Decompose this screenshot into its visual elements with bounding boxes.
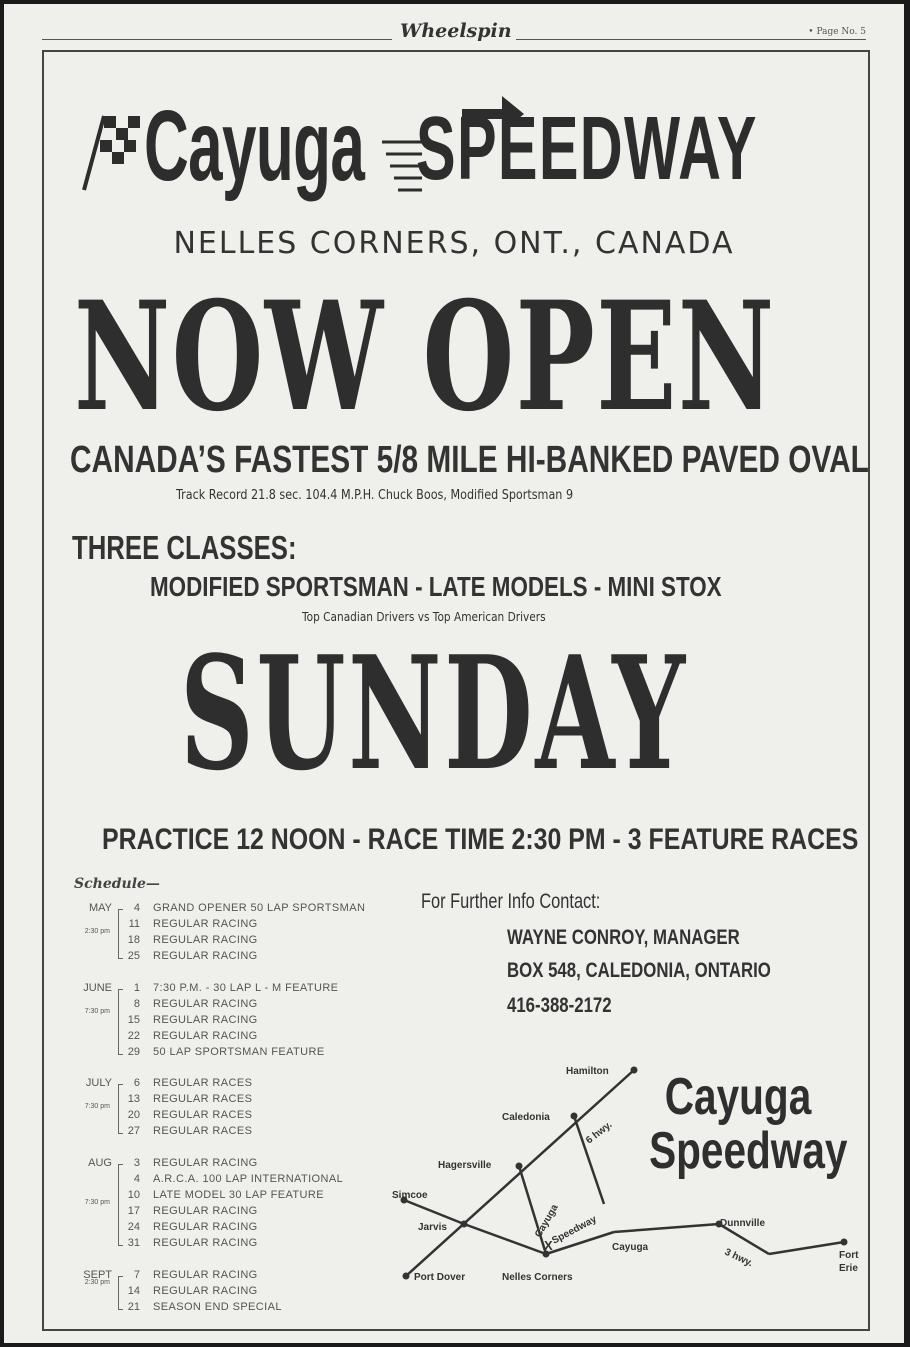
newspaper-page: [4, 4, 904, 1343]
schedule-event: REGULAR RACING: [153, 1221, 258, 1233]
schedule-day: 4: [133, 1173, 140, 1185]
schedule-event: REGULAR RACING: [153, 1285, 258, 1297]
headline-sunday: SUNDAY: [180, 622, 688, 805]
map-title-line2: Speedway: [649, 1122, 848, 1180]
track-record: Track Record 21.8 sec. 104.4 M.P.H. Chuck Boos, Modified Sportsman 9: [176, 488, 574, 503]
schedule-time: 7:30 pm: [84, 1008, 110, 1015]
schedule-day: 17: [127, 1205, 140, 1217]
logo-speedway: SPEEDWAY: [416, 99, 758, 199]
schedule-month: SEPT: [83, 1269, 112, 1281]
schedule-day: 24: [127, 1221, 140, 1233]
schedule-event: REGULAR RACING: [153, 998, 258, 1010]
map-label-speedway-1: Cayuga: [533, 1202, 561, 1240]
schedule-day: 4: [133, 902, 140, 914]
schedule-event: SEASON END SPECIAL: [153, 1301, 282, 1313]
schedule-day: 21: [127, 1301, 140, 1313]
map-dot-fort-erie: [841, 1239, 848, 1246]
schedule-day: 14: [127, 1285, 140, 1297]
schedule-day: 10: [127, 1189, 140, 1201]
checkered-flag-icon: [70, 110, 146, 192]
schedule-bracket: [118, 1164, 123, 1246]
schedule-event: REGULAR RACES: [153, 1093, 253, 1105]
map-label-caledonia: Caledonia: [502, 1112, 550, 1123]
schedule-event: REGULAR RACING: [153, 950, 258, 962]
schedule-bracket: [118, 989, 123, 1055]
schedule-event: REGULAR RACES: [153, 1125, 253, 1137]
schedule-event: GRAND OPENER 50 LAP SPORTSMAN: [153, 902, 366, 914]
map-label-erie: Erie: [839, 1263, 858, 1274]
logo-cayuga: Cayuga: [144, 90, 365, 202]
schedule-month: JULY: [85, 1077, 112, 1089]
schedule-day: 7: [133, 1269, 140, 1281]
schedule-day: 1: [133, 982, 140, 994]
contact-name: WAYNE CONROY, MANAGER: [507, 926, 740, 949]
map-title-line1: Cayuga: [664, 1068, 812, 1126]
schedule-day: 31: [127, 1237, 140, 1249]
map-label-hamilton: Hamilton: [566, 1066, 609, 1077]
map-dot-hamilton: [631, 1067, 638, 1074]
schedule-day: 15: [127, 1014, 140, 1026]
map-label-dunnville: Dunnville: [720, 1218, 766, 1229]
map-dot-caledonia: [571, 1113, 578, 1120]
schedule-bracket: [118, 909, 123, 959]
schedule-day: 20: [127, 1109, 140, 1121]
header-rule-left: [42, 39, 392, 40]
schedule-day: 27: [127, 1125, 140, 1137]
location: NELLES CORNERS, ONT., CANADA: [173, 226, 735, 261]
schedule-month: MAY: [88, 902, 112, 914]
tagline: CANADA’S FASTEST 5/8 MILE HI-BANKED PAVED OVAL: [70, 439, 869, 481]
schedule-month: AUG: [88, 1157, 112, 1169]
schedule-event: 50 LAP SPORTSMAN FEATURE: [153, 1046, 325, 1058]
map-x-mark: X: [544, 1238, 553, 1253]
map-label-nelles-corners: Nelles Corners: [502, 1272, 573, 1283]
map-label-port-dover: Port Dover: [414, 1272, 466, 1283]
header-rule-right: [516, 39, 866, 40]
schedule-event: REGULAR RACING: [153, 1014, 258, 1026]
schedule-day: 18: [127, 934, 140, 946]
schedule-day: 29: [127, 1046, 140, 1058]
schedule-day: 3: [133, 1157, 140, 1169]
schedule-day: 6: [133, 1077, 140, 1089]
map-label-jarvis: Jarvis: [418, 1222, 447, 1233]
schedule-event: A.R.C.A. 100 LAP INTERNATIONAL: [153, 1173, 344, 1185]
schedule-day: 13: [127, 1093, 140, 1105]
race-times: PRACTICE 12 NOON - RACE TIME 2:30 PM - 3 FEATURE RACES: [102, 823, 859, 856]
schedule-day: 8: [133, 998, 140, 1010]
schedule-day: 22: [127, 1030, 140, 1042]
schedule-day: 25: [127, 950, 140, 962]
page-number: • Page No. 5: [808, 27, 866, 37]
schedule-month: JUNE: [83, 982, 112, 994]
schedule-event: 7:30 P.M. - 30 LAP L - M FEATURE: [153, 982, 339, 994]
map-label-hwy6: 6 hwy.: [584, 1119, 615, 1147]
schedule-heading: Schedule—: [74, 876, 160, 892]
schedule-time: 2:30 pm: [84, 1279, 110, 1286]
headline-now-open: NOW OPEN: [74, 269, 776, 445]
schedule-event: REGULAR RACING: [153, 1237, 258, 1249]
classes-heading: THREE CLASSES:: [72, 529, 297, 566]
map-label-hagersville: Hagersville: [438, 1160, 492, 1171]
schedule-event: REGULAR RACING: [153, 918, 258, 930]
contact-heading: For Further Info Contact:: [421, 890, 601, 913]
schedule-event: REGULAR RACING: [153, 1030, 258, 1042]
publication-title: Wheelspin: [400, 20, 512, 42]
contact-phone: 416-388-2172: [507, 994, 612, 1017]
schedule-time: 7:30 pm: [84, 1103, 110, 1110]
map-label-fort: Fort: [839, 1250, 859, 1261]
drivers-line: Top Canadian Drivers vs Top American Drivers: [302, 610, 546, 624]
map-title: [649, 1068, 848, 1180]
schedule-bracket: [118, 1276, 123, 1310]
schedule-event: REGULAR RACING: [153, 1269, 258, 1281]
schedule-time: 2:30 pm: [84, 928, 110, 935]
schedule-event: REGULAR RACES: [153, 1077, 253, 1089]
map-label-speedway-2: Speedway: [550, 1213, 599, 1247]
schedule-event: REGULAR RACES: [153, 1109, 253, 1121]
schedule-day: 11: [128, 918, 140, 930]
map-label-cayuga: Cayuga: [612, 1242, 649, 1253]
map-label-hwy3: 3 hwy.: [722, 1246, 755, 1270]
schedule-event: LATE MODEL 30 LAP FEATURE: [153, 1189, 324, 1201]
schedule-bracket: [118, 1084, 123, 1134]
map-dot-jarvis: [461, 1221, 468, 1228]
schedule-time: 7:30 pm: [84, 1199, 110, 1206]
schedule-event: REGULAR RACING: [153, 1157, 258, 1169]
map-dot-hagersville: [516, 1163, 523, 1170]
map-dot-port-dover: [403, 1273, 410, 1280]
schedule-event: REGULAR RACING: [153, 1205, 258, 1217]
schedule-event: REGULAR RACING: [153, 934, 258, 946]
classes-list: MODIFIED SPORTSMAN - LATE MODELS - MINI STOX: [150, 571, 722, 602]
map-label-simcoe: Simcoe: [392, 1190, 428, 1201]
contact-address: BOX 548, CALEDONIA, ONTARIO: [507, 959, 771, 982]
